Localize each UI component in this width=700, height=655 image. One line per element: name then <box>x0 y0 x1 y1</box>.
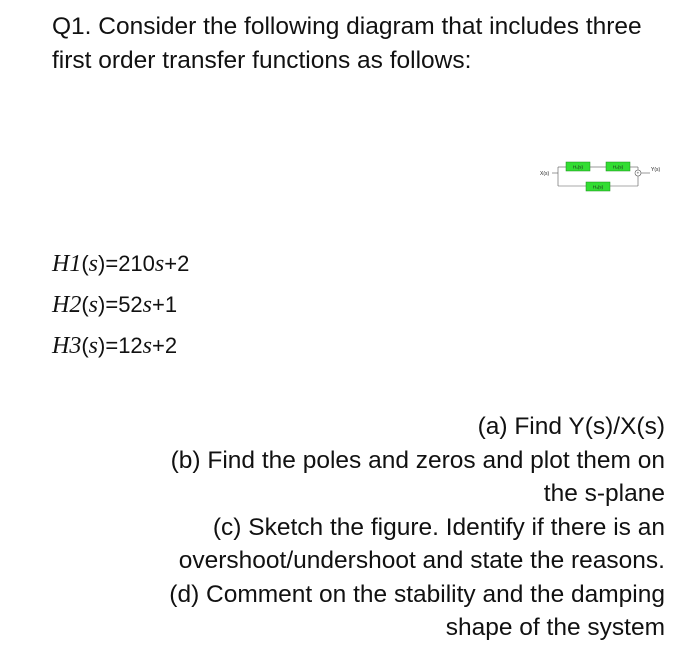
block-diagram <box>520 150 700 210</box>
block-h2-label: H₂(s) <box>612 164 624 170</box>
eq-h3-rhs: =12 <box>105 333 143 358</box>
input-label: X(s) <box>540 171 550 177</box>
eq-h3-s: s <box>88 333 99 359</box>
block-h3-label: H₃(s) <box>592 184 604 190</box>
part-b: (b) Find the poles and zeros and plot them on the s-plane <box>170 446 665 507</box>
eq-h3-tail: +2 <box>152 333 178 358</box>
output-label: Y(s) <box>651 167 661 173</box>
part-c: (c) Sketch the figure. Identify if there is an overshoot/undershoot and state the reasons. <box>178 513 665 574</box>
eq-h1-tail: +2 <box>164 251 190 276</box>
eq-h2-lhs: H2 <box>52 292 82 318</box>
eq-h1-s2: s <box>154 251 165 277</box>
eq-h1-lhs: H1 <box>52 251 82 277</box>
eq-h2-s2: s <box>142 292 153 318</box>
equation-h1: H1(s)=210s+2 <box>52 251 190 277</box>
equation-h3: H3(s)=12s+2 <box>52 333 178 359</box>
eq-h2-tail: +1 <box>152 292 178 317</box>
part-a: (a) Find Y(s)/X(s) <box>477 413 665 440</box>
eq-h2-rhs: =52 <box>105 292 143 317</box>
eq-h1-rhs: =210 <box>105 251 155 276</box>
part-d: (d) Comment on the stability and the damping shape of the system <box>169 580 665 641</box>
equations <box>52 243 412 366</box>
eq-h3-lhs: H3 <box>52 333 82 359</box>
sum-symbol: + <box>636 170 640 176</box>
eq-h1-s: s <box>88 251 99 277</box>
eq-h2-s: s <box>88 292 99 318</box>
eq-h3-s2: s <box>142 333 153 359</box>
equation-h2: H2(s)=52s+1 <box>52 292 178 318</box>
question-parts <box>45 410 665 645</box>
question-intro: Q1. Consider the following diagram that includes three first order transfer functions as follows: <box>52 13 642 74</box>
block-h1-label: H₁(s) <box>572 164 584 170</box>
